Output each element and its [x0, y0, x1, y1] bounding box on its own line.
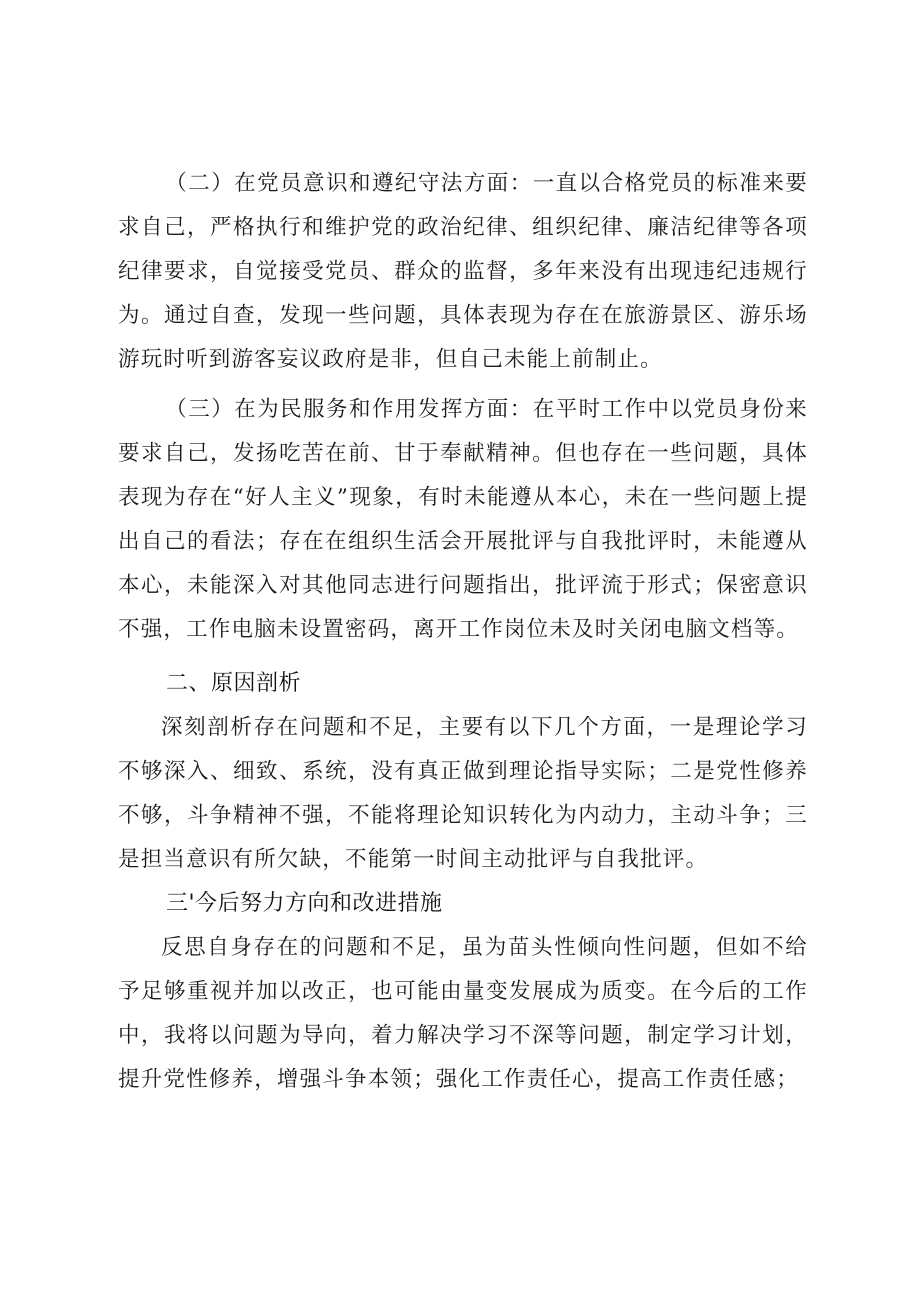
- document-body: [118, 162, 808, 1102]
- heading-improvement-measures: 三'今后努力方向和改进措施: [166, 891, 443, 916]
- paragraph-improvement-measures: 反思自身存在的问题和不足，虽为苗头性倾向性问题，但如不给予足够重视并加以改正，也可能由量变发展成为质变。在今后的工作中，我将以问题为导向，着力解决学习不深等问题，制定学习计划，提升党性修养，增强斗争本领；强化工作责任心，提高工作责任感；: [118, 935, 808, 1092]
- paragraph-party-awareness: （二）在党员意识和遵纪守法方面：一直以合格党员的标准来要求自己，严格执行和维护党的政治纪律、组织纪律、廉洁纪律等各项纪律要求，自觉接受党员、群众的监督，多年来没有出现违纪违规行为。通过自查，发现一些问题，具体表现为存在在旅游景区、游乐场游玩时听到游客妄议政府是非，但自己未能上前制止。: [118, 171, 808, 372]
- spacer: [118, 652, 808, 662]
- paragraph-serving-people: （三）在为民服务和作用发挥方面：在平时工作中以党员身份来要求自己，发扬吃苦在前、甘于奉献精神。但也存在一些问题，具体表现为存在“好人主义”现象，有时未能遵从本心，未在一些问题上提出自己的看法；存在在组织生活会开展批评与自我批评时，未能遵从本心，未能深入对其他同志进行问题指出，批评流于形式；保密意识不强，工作电脑未设置密码，离开工作岗位未及时关闭电脑文档等。: [118, 397, 808, 642]
- paragraph-cause-analysis: 深刻剖析存在问题和不足，主要有以下几个方面，一是理论学习不够深入、细致、系统，没有真正做到理论指导实际；二是党性修养不够，斗争精神不强，不能将理论知识转化为内动力，主动斗争；三是担当意识有所欠缺，不能第一时间主动批评与自我批评。: [118, 715, 808, 872]
- heading-cause-analysis: 二、原因剖析: [166, 671, 302, 696]
